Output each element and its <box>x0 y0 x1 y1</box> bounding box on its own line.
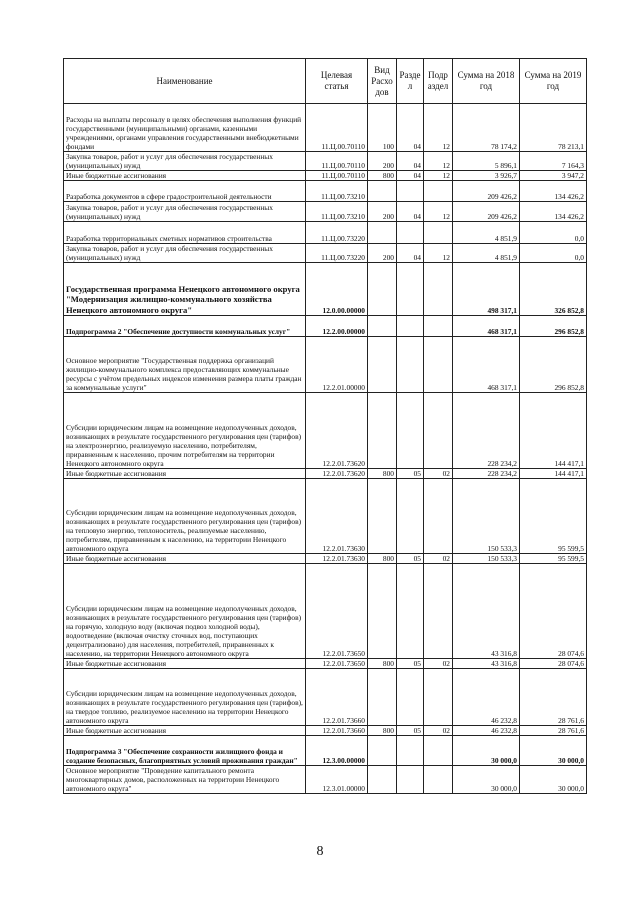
row-section <box>397 181 424 202</box>
row-sum-2019: 134 426,2 <box>520 202 587 222</box>
table-header-row <box>64 59 587 104</box>
table-row <box>64 104 587 152</box>
row-sum-2018: 46 232,8 <box>453 726 520 736</box>
row-target-article: 12.2.01.73660 <box>306 669 368 726</box>
row-expense-type: 800 <box>368 659 397 669</box>
row-sum-2019: 144 417,1 <box>520 393 587 469</box>
row-name: Основное мероприятие "Проведение капитального ремонта многоквартирных домов, расположенных на территории Ненецкого автономного округа" <box>64 766 306 794</box>
header-section: Разде л <box>397 59 424 104</box>
table-row <box>64 171 587 181</box>
row-section: 04 <box>397 104 424 152</box>
row-sum-2018: 228 234,2 <box>453 393 520 469</box>
row-name: Субсидии юридическим лицам на возмещение недополученных доходов, возникающих в результате государственного регулирования цен (тарифов) на электроэнергию, реализуемую населению, потребителям, приравненным к населению, прочим потребителям на территории Ненецкого автономного округа <box>64 393 306 469</box>
row-sum-2018: 3 926,7 <box>453 171 520 181</box>
row-sum-2019: 28 761,6 <box>520 669 587 726</box>
row-name: Субсидии юридическим лицам на возмещение недополученных доходов, возникающих в результате государственного регулирования цен (тарифов) на тепловую энергию, теплоноситель, реализуемые населению, потребителям, приравненным к населению, на территории Ненецкого автономного округа <box>64 479 306 554</box>
row-expense-type: 800 <box>368 171 397 181</box>
row-sum-2018: 30 000,0 <box>453 736 520 766</box>
row-sum-2019: 95 599,5 <box>520 479 587 554</box>
table-row <box>64 244 587 263</box>
row-section <box>397 479 424 554</box>
row-section <box>397 393 424 469</box>
row-sum-2019: 3 947,2 <box>520 171 587 181</box>
row-target-article: 11.Ц.00.70110 <box>306 171 368 181</box>
row-target-article: 12.2.01.73620 <box>306 393 368 469</box>
row-section: 05 <box>397 726 424 736</box>
table-row <box>64 202 587 222</box>
row-subsection <box>424 263 453 316</box>
row-expense-type: 200 <box>368 244 397 263</box>
row-sum-2019: 28 074,6 <box>520 659 587 669</box>
row-section: 04 <box>397 171 424 181</box>
row-sum-2018: 5 896,1 <box>453 152 520 171</box>
row-sum-2019: 296 852,8 <box>520 337 587 393</box>
row-subsection <box>424 669 453 726</box>
table-row <box>64 393 587 469</box>
row-sum-2018: 46 232,8 <box>453 669 520 726</box>
header-expense-type: Вид Расхо дов <box>368 59 397 104</box>
page-number: 8 <box>316 844 324 859</box>
row-sum-2019: 134 426,2 <box>520 181 587 202</box>
row-sum-2019: 296 852,8 <box>520 316 587 337</box>
row-sum-2019: 326 852,8 <box>520 263 587 316</box>
table-row <box>64 469 587 479</box>
table-row <box>64 669 587 726</box>
row-expense-type <box>368 766 397 794</box>
row-subsection: 12 <box>424 152 453 171</box>
row-sum-2019: 30 000,0 <box>520 766 587 794</box>
row-sum-2019: 0,0 <box>520 222 587 244</box>
row-expense-type: 800 <box>368 469 397 479</box>
row-target-article: 12.2.01.73630 <box>306 554 368 564</box>
row-name: Расходы на выплаты персоналу в целях обеспечения выполнения функций государственными (муниципальными) органами, казенными учреждениями, органами управления государственными внебюджетными фондами <box>64 104 306 152</box>
row-section <box>397 222 424 244</box>
row-name: Субсидии юридическим лицам на возмещение недополученных доходов, возникающих в результате государственного регулирования цен (тарифов), на твердое топливо, реализуемое населению на территории Ненецкого автономного округа <box>64 669 306 726</box>
row-section: 05 <box>397 469 424 479</box>
row-subsection: 12 <box>424 202 453 222</box>
row-name: Иные бюджетные ассигнования <box>64 171 306 181</box>
row-sum-2018: 498 317,1 <box>453 263 520 316</box>
row-expense-type <box>368 222 397 244</box>
row-subsection: 02 <box>424 726 453 736</box>
row-subsection: 02 <box>424 554 453 564</box>
row-name: Основное мероприятие "Государственная поддержка организаций жилищно-коммунального комплекса предоставляющих коммунальные ресурсы с учётом предельных индексов изменения размера платы граждан за коммунальные услуги" <box>64 337 306 393</box>
row-name: Закупка товаров, работ и услуг для обеспечения государственных (муниципальных) нужд <box>64 244 306 263</box>
row-subsection <box>424 316 453 337</box>
budget-table <box>63 58 587 794</box>
row-expense-type <box>368 393 397 469</box>
table-row <box>64 263 587 316</box>
row-sum-2018: 4 851,9 <box>453 244 520 263</box>
row-name: Подпрограмма 3 "Обеспечение сохранности жилищного фонда и создание безопасных, благоприятных условий проживания граждан" <box>64 736 306 766</box>
row-expense-type <box>368 181 397 202</box>
row-sum-2018: 150 533,3 <box>453 554 520 564</box>
row-target-article: 12.2.00.00000 <box>306 316 368 337</box>
row-expense-type <box>368 316 397 337</box>
row-expense-type: 100 <box>368 104 397 152</box>
row-target-article: 12.2.01.73650 <box>306 659 368 669</box>
table-row <box>64 337 587 393</box>
row-sum-2019: 95 599,5 <box>520 554 587 564</box>
row-subsection: 02 <box>424 659 453 669</box>
row-section <box>397 669 424 726</box>
row-expense-type: 200 <box>368 152 397 171</box>
row-target-article: 11.Ц.00.73210 <box>306 202 368 222</box>
row-name: Иные бюджетные ассигнования <box>64 554 306 564</box>
row-target-article: 11.Ц.00.70110 <box>306 104 368 152</box>
row-sum-2019: 78 213,1 <box>520 104 587 152</box>
row-target-article: 12.0.00.00000 <box>306 263 368 316</box>
row-section <box>397 337 424 393</box>
row-section <box>397 263 424 316</box>
row-name: Иные бюджетные ассигнования <box>64 726 306 736</box>
table-row <box>64 766 587 794</box>
row-expense-type <box>368 263 397 316</box>
row-section <box>397 564 424 659</box>
row-expense-type <box>368 337 397 393</box>
row-sum-2018: 468 317,1 <box>453 316 520 337</box>
row-section: 04 <box>397 152 424 171</box>
row-section: 05 <box>397 659 424 669</box>
row-subsection <box>424 564 453 659</box>
row-section: 05 <box>397 554 424 564</box>
row-target-article: 11.Ц.00.73220 <box>306 244 368 263</box>
header-sum-2019: Сумма на 2019 год <box>520 59 587 104</box>
row-sum-2018: 4 851,9 <box>453 222 520 244</box>
header-sum-2018: Сумма на 2018 год <box>453 59 520 104</box>
row-expense-type <box>368 736 397 766</box>
row-target-article: 12.3.00.00000 <box>306 736 368 766</box>
row-subsection <box>424 766 453 794</box>
row-sum-2019: 28 074,6 <box>520 564 587 659</box>
header-target-article: Целевая статья <box>306 59 368 104</box>
row-sum-2018: 209 426,2 <box>453 181 520 202</box>
table-row <box>64 554 587 564</box>
row-sum-2018: 43 316,8 <box>453 659 520 669</box>
row-expense-type <box>368 564 397 659</box>
row-name: Закупка товаров, работ и услуг для обеспечения государственных (муниципальных) нужд <box>64 202 306 222</box>
row-sum-2018: 43 316,8 <box>453 564 520 659</box>
row-target-article: 12.2.01.73660 <box>306 726 368 736</box>
row-target-article: 12.3.01.00000 <box>306 766 368 794</box>
header-name: Наименование <box>64 59 306 104</box>
row-section <box>397 736 424 766</box>
table-row <box>64 736 587 766</box>
row-expense-type: 200 <box>368 202 397 222</box>
row-subsection: 12 <box>424 244 453 263</box>
header-subsection: Подр аздел <box>424 59 453 104</box>
row-expense-type: 800 <box>368 554 397 564</box>
row-sum-2018: 228 234,2 <box>453 469 520 479</box>
row-subsection <box>424 337 453 393</box>
table-row <box>64 479 587 554</box>
row-sum-2018: 30 000,0 <box>453 766 520 794</box>
row-section: 04 <box>397 202 424 222</box>
row-name: Государственная программа Ненецкого автономного округа "Модернизация жилищно-коммунального хозяйства Ненецкого автономного округа" <box>64 263 306 316</box>
row-name: Закупка товаров, работ и услуг для обеспечения государственных (муниципальных) нужд <box>64 152 306 171</box>
row-subsection: 02 <box>424 469 453 479</box>
row-target-article: 12.2.01.73620 <box>306 469 368 479</box>
table-row <box>64 152 587 171</box>
row-target-article: 11.Ц.00.73210 <box>306 181 368 202</box>
row-subsection: 12 <box>424 171 453 181</box>
row-target-article: 12.2.01.00000 <box>306 337 368 393</box>
row-subsection <box>424 736 453 766</box>
row-subsection <box>424 181 453 202</box>
row-sum-2018: 78 174,2 <box>453 104 520 152</box>
row-section <box>397 316 424 337</box>
row-name: Иные бюджетные ассигнования <box>64 659 306 669</box>
row-subsection <box>424 479 453 554</box>
row-name: Иные бюджетные ассигнования <box>64 469 306 479</box>
row-section <box>397 766 424 794</box>
row-subsection <box>424 222 453 244</box>
table-body <box>64 104 587 794</box>
row-expense-type <box>368 479 397 554</box>
row-sum-2019: 7 164,3 <box>520 152 587 171</box>
row-subsection <box>424 393 453 469</box>
row-sum-2018: 150 533,3 <box>453 479 520 554</box>
row-sum-2019: 144 417,1 <box>520 469 587 479</box>
row-sum-2019: 30 000,0 <box>520 736 587 766</box>
row-sum-2019: 28 761,6 <box>520 726 587 736</box>
row-name: Разработка документов в сфере градостроительной деятельности <box>64 181 306 202</box>
row-name: Разработка территориальных сметных нормативов строительства <box>64 222 306 244</box>
table-row <box>64 726 587 736</box>
table-row <box>64 222 587 244</box>
row-sum-2018: 209 426,2 <box>453 202 520 222</box>
table-row <box>64 564 587 659</box>
table-row <box>64 181 587 202</box>
row-sum-2019: 0,0 <box>520 244 587 263</box>
row-expense-type: 800 <box>368 726 397 736</box>
row-name: Подпрограмма 2 "Обеспечение доступности коммунальных услуг" <box>64 316 306 337</box>
table-row <box>64 659 587 669</box>
row-name: Субсидии юридическим лицам на возмещение недополученных доходов, возникающих в результате государственного регулирования цен (тарифов) на горячую, холодную воду (включая подвоз холодной воды), водоотведение (включая очистку сточных вод, поступающих децентрализовано) для населения, потребителей, приравненных к населению, на территории Ненецкого автономного округа <box>64 564 306 659</box>
row-target-article: 11.Ц.00.70110 <box>306 152 368 171</box>
row-expense-type <box>368 669 397 726</box>
row-subsection: 12 <box>424 104 453 152</box>
row-sum-2018: 468 317,1 <box>453 337 520 393</box>
row-section: 04 <box>397 244 424 263</box>
row-target-article: 12.2.01.73630 <box>306 479 368 554</box>
row-target-article: 12.2.01.73650 <box>306 564 368 659</box>
table-row <box>64 316 587 337</box>
row-target-article: 11.Ц.00.73220 <box>306 222 368 244</box>
